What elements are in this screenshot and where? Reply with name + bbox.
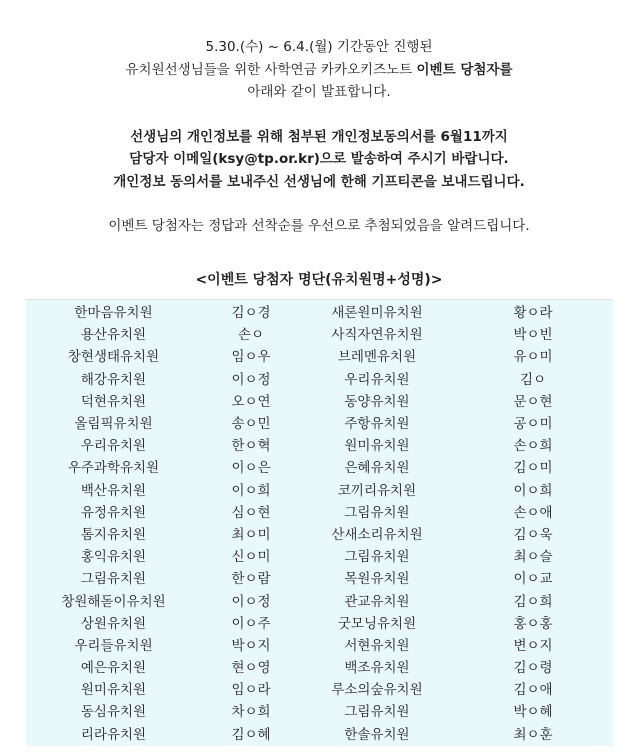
table-row xyxy=(26,588,613,610)
winner-name-cell: 박ㅇ지 xyxy=(231,637,271,654)
notice-consent-line: 선생님의 개인정보를 위해 첨부된 개인정보동의서를 6월11까지 xyxy=(130,128,508,145)
kindergarten-name-cell: 새론원미유치원 xyxy=(331,305,423,322)
winner-name-cell: 차ㅇ희 xyxy=(231,704,271,721)
winner-name-cell: 신ㅇ미 xyxy=(231,549,271,566)
winner-name-cell: 오ㅇ연 xyxy=(231,393,271,410)
kindergarten-name-cell: 동양유치원 xyxy=(344,393,410,410)
table-row xyxy=(26,566,613,588)
winner-name-cell: 최ㅇ미 xyxy=(231,526,271,543)
kindergarten-name-cell: 그림유치원 xyxy=(344,704,410,721)
kindergarten-name-cell: 서현유치원 xyxy=(344,637,410,654)
winner-name-cell: 유ㅇ미 xyxy=(513,349,553,366)
winner-name-cell: 김ㅇ희 xyxy=(513,593,553,610)
notice-event-line xyxy=(0,59,638,82)
table-row xyxy=(26,699,613,721)
kindergarten-name-cell: 톰지유치원 xyxy=(80,526,147,543)
table-row xyxy=(26,455,613,477)
table-row xyxy=(26,544,613,566)
winner-name-cell: 한ㅇ혁 xyxy=(231,438,271,455)
kindergarten-name-cell: 창원해돋이유치원 xyxy=(61,593,166,610)
table-row xyxy=(26,478,613,500)
winner-name-cell: 최ㅇ훈 xyxy=(513,726,553,743)
winner-name-cell: 공ㅇ미 xyxy=(513,416,553,433)
winner-name-cell: 변ㅇ지 xyxy=(513,637,553,654)
kindergarten-name-cell: 백산유치원 xyxy=(80,482,147,499)
winner-name-cell: 김ㅇ xyxy=(519,371,547,388)
winner-name-cell: 이ㅇ은 xyxy=(231,460,271,477)
notice-period-line: 5.30.(수) ~ 6.4.(월) 기간동안 진행된 xyxy=(205,39,433,55)
kindergarten-name-cell: 용산유치원 xyxy=(80,327,147,344)
kindergarten-name-cell: 한솔유치원 xyxy=(344,726,410,743)
kindergarten-name-cell: 우리유치원 xyxy=(344,371,410,388)
winner-name-cell: 김ㅇ애 xyxy=(513,682,553,699)
winner-name-cell: 김ㅇ미 xyxy=(513,460,553,477)
table-row xyxy=(26,722,613,744)
table-row xyxy=(26,522,613,544)
winner-name-cell: 현ㅇ영 xyxy=(231,660,271,677)
kindergarten-name-cell: 그림유치원 xyxy=(344,549,410,566)
notice-event-text: 유치원선생님들을 위한 사학연금 카카오키즈노트 xyxy=(125,61,417,78)
table-row xyxy=(26,655,613,677)
kindergarten-name-cell: 주항유치원 xyxy=(344,416,410,433)
winner-name-cell: 이ㅇ주 xyxy=(231,615,271,632)
winner-name-cell: 한ㅇ람 xyxy=(231,571,271,588)
winner-name-cell: 황ㅇ라 xyxy=(513,305,553,322)
kindergarten-name-cell: 창현생태유치원 xyxy=(67,349,160,366)
notice-announce-line: 아래와 같이 발표합니다. xyxy=(247,84,391,100)
kindergarten-name-cell: 원미유치원 xyxy=(344,438,410,455)
table-row xyxy=(26,344,613,366)
winner-name-cell: 김ㅇ경 xyxy=(231,305,271,322)
kindergarten-name-cell: 우리유치원 xyxy=(80,438,147,455)
winner-list-title: <이벤트 당첨자 명단(유치원명+성명)> xyxy=(195,272,443,288)
winner-name-cell: 김ㅇ욱 xyxy=(513,526,553,543)
kindergarten-name-cell: 은혜유치원 xyxy=(344,460,410,477)
kindergarten-name-cell: 우주과학유치원 xyxy=(67,460,160,477)
winner-name-cell: 박ㅇ혜 xyxy=(513,704,553,721)
table-row xyxy=(26,322,613,344)
table-row xyxy=(26,367,613,389)
kindergarten-name-cell: 백조유치원 xyxy=(344,660,410,677)
kindergarten-name-cell: 홍익유치원 xyxy=(80,549,147,566)
winner-name-cell: 최ㅇ슬 xyxy=(513,549,553,566)
winner-name-cell: 박ㅇ빈 xyxy=(513,327,553,344)
winner-name-cell: 이ㅇ교 xyxy=(513,571,553,588)
kindergarten-name-cell: 예은유치원 xyxy=(80,660,147,677)
kindergarten-name-cell: 덕현유치원 xyxy=(80,393,147,410)
winner-name-cell: 심ㅇ현 xyxy=(231,504,271,521)
winner-name-cell: 김ㅇ혜 xyxy=(231,726,271,743)
table-row xyxy=(26,433,613,455)
kindergarten-name-cell: 한마음유치원 xyxy=(74,305,153,322)
table-row xyxy=(26,611,613,633)
winner-name-cell: 문ㅇ현 xyxy=(513,393,553,410)
announcement-notice xyxy=(0,36,638,238)
kindergarten-name-cell: 브레멘유치원 xyxy=(337,349,417,366)
winner-name-cell: 손ㅇ애 xyxy=(513,504,553,521)
winner-name-cell: 송ㅇ민 xyxy=(231,416,271,433)
notice-gifticon-line: 개인정보 동의서를 보내주신 선생님에 한해 기프티콘을 보내드립니다. xyxy=(113,173,525,190)
kindergarten-name-cell: 산새소리유치원 xyxy=(331,526,423,543)
notice-selection-line: 이벤트 당첨자는 정답과 선착순를 우선으로 추첨되었음을 알려드립니다. xyxy=(108,218,530,234)
kindergarten-name-cell: 상원유치원 xyxy=(80,615,147,632)
winner-name-cell: 이ㅇ희 xyxy=(231,482,271,499)
table-row xyxy=(26,677,613,699)
winner-name-cell: 손ㅇ희 xyxy=(513,438,553,455)
winner-name-cell: 홍ㅇ홍 xyxy=(513,615,553,632)
winner-name-cell: 김ㅇ령 xyxy=(513,660,553,677)
table-row xyxy=(26,389,613,411)
kindergarten-name-cell: 그림유치원 xyxy=(344,504,410,521)
kindergarten-name-cell: 유정유치원 xyxy=(80,504,147,521)
kindergarten-name-cell: 해강유치원 xyxy=(80,371,147,388)
winner-table xyxy=(26,299,613,746)
winner-name-cell: 임ㅇ우 xyxy=(231,349,271,366)
kindergarten-name-cell: 올림픽유치원 xyxy=(74,416,153,433)
table-row xyxy=(26,633,613,655)
kindergarten-name-cell: 원미유치원 xyxy=(80,682,147,699)
kindergarten-name-cell: 루소의숲유치원 xyxy=(331,682,423,699)
kindergarten-name-cell: 그림유치원 xyxy=(80,571,147,588)
notice-email-line: 담당자 이메일(ksy@tp.or.kr)으로 발송하여 주시기 바랍니다. xyxy=(129,151,509,167)
winner-name-cell: 이ㅇ희 xyxy=(513,482,553,499)
kindergarten-name-cell: 목원유치원 xyxy=(344,571,410,588)
table-row xyxy=(26,300,613,322)
kindergarten-name-cell: 굿모닝유치원 xyxy=(337,615,417,632)
winner-name-cell: 임ㅇ라 xyxy=(231,682,271,699)
winner-name-cell: 이ㅇ정 xyxy=(231,371,271,388)
kindergarten-name-cell: 코끼리유치원 xyxy=(337,482,417,499)
winner-name-cell: 손ㅇ xyxy=(237,327,265,344)
table-row xyxy=(26,500,613,522)
table-row xyxy=(26,411,613,433)
kindergarten-name-cell: 우리들유치원 xyxy=(74,637,153,654)
kindergarten-name-cell: 리라유치원 xyxy=(80,726,147,743)
winner-name-cell: 이ㅇ정 xyxy=(231,593,271,610)
kindergarten-name-cell: 동심유치원 xyxy=(80,704,147,721)
notice-event-winners-text: 이벤트 당첨자를 xyxy=(416,61,513,78)
kindergarten-name-cell: 관교유치원 xyxy=(344,593,410,610)
kindergarten-name-cell: 사직자연유치원 xyxy=(331,327,423,344)
